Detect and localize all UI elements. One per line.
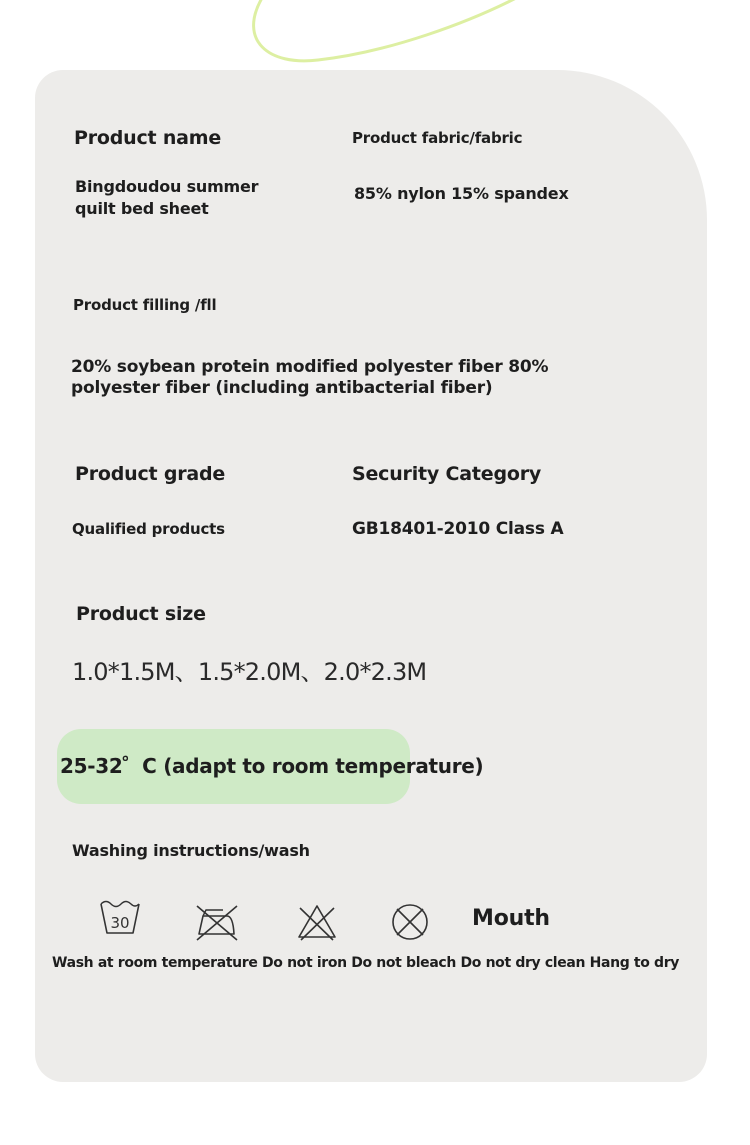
washing-instructions-text: Wash at room temperature Do not iron Do not bleach Do not dry clean Hang to dry [52, 955, 680, 971]
filling-label: Product filling /fll [73, 296, 217, 314]
hang-to-dry-symbol: Mouth [472, 906, 550, 931]
product-name-label: Product name [74, 127, 222, 149]
size-label: Product size [76, 603, 206, 625]
washing-label: Washing instructions/wash [72, 841, 310, 860]
temperature-text: 25-32゜C (adapt to room temperature) [60, 754, 484, 778]
grade-value: Qualified products [72, 520, 225, 538]
filling-value-line1: 20% soybean protein modified polyester fiber 80% [71, 357, 549, 377]
security-label: Security Category [352, 463, 542, 485]
fabric-value: 85% nylon 15% spandex [354, 184, 569, 203]
do-not-bleach-icon [296, 902, 338, 942]
filling-value-line2: polyester fiber (including antibacterial fiber) [71, 378, 493, 398]
security-value: GB18401-2010 Class A [352, 519, 564, 539]
product-name-value-line1: Bingdoudou summer [75, 177, 259, 196]
do-not-iron-icon [193, 902, 239, 942]
fabric-label: Product fabric/fabric [352, 129, 523, 147]
wash-temperature-number: 30 [110, 914, 130, 932]
grade-label: Product grade [75, 463, 226, 485]
wash-30-icon [98, 898, 142, 938]
decorative-arc [0, 0, 750, 80]
do-not-dry-clean-icon [390, 902, 430, 942]
size-value: 1.0*1.5M、1.5*2.0M、2.0*2.3M [72, 658, 427, 686]
product-name-value-line2: quilt bed sheet [75, 199, 209, 218]
